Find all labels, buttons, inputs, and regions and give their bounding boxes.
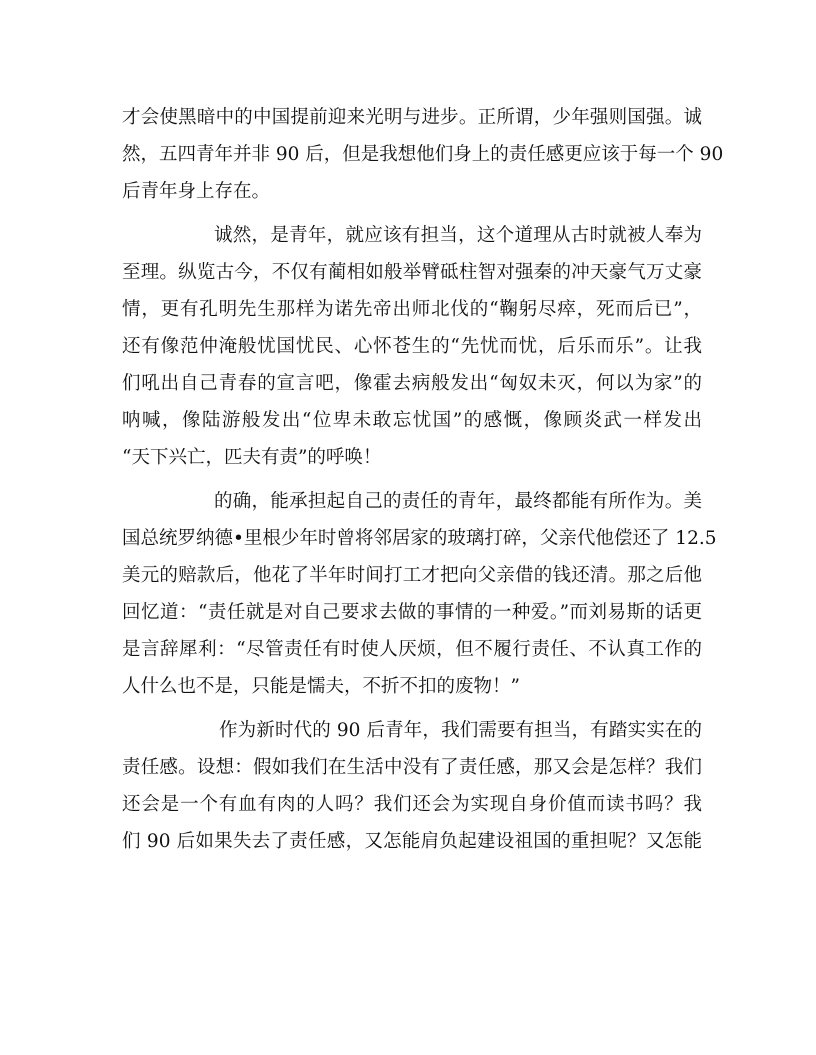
text-line: 是言辞犀利：“尽管责任有时使人厌烦，但不履行责任、不认真工作的 [122,639,702,660]
text-line: 才会使黑暗中的中国提前迎来光明与进步。正所谓，少年强则国强。诚 [122,107,702,128]
text-line: 们 90 后如果失去了责任感，又怎能肩负起建设祖国的重担呢？又怎能 [122,831,702,852]
body-text [122,99,724,860]
text-line: 还会是一个有血有肉的人吗？我们还会为实现自身价值而读书吗？我 [122,794,702,815]
text-line: 诚然，是青年，就应该有担当，这个道理从古时就被人奉为 [214,225,702,246]
text-line: 呐喊，像陆游般发出“位卑未敢忘忧国”的感慨，像顾炎武一样发出 [122,410,702,431]
paragraph-gap [122,210,702,217]
text-line: 们吼出自己青春的宣言吧，像霍去病般发出“匈奴未灭，何以为家”的 [122,373,702,394]
text-line: 责任感。设想：假如我们在生活中没有了责任感，那又会是怎样？我们 [122,757,702,778]
text-line: 然，五四青年并非 90 后，但是我想他们身上的责任感更应该于每一个 90 [122,144,724,165]
text-line: 回忆道：“责任就是对自己要求去做的事情的一种爱。”而刘易斯的话更 [122,602,702,623]
paragraph-gap [122,476,702,483]
paragraph-2 [122,217,702,476]
text-line: 人什么也不是，只能是懦夫，不折不扣的废物！” [122,676,520,697]
paragraph-gap [122,705,702,712]
text-line: 的确，能承担起自己的责任的青年，最终都能有所作为。美 [214,491,702,512]
paragraph-4 [122,712,702,860]
paragraph-1 [122,99,724,210]
paragraph-3 [122,483,717,705]
text-line: 美元的赔款后，他花了半年时间打工才把向父亲借的钱还清。那之后他 [122,565,702,586]
text-line: 至理。纵览古今，不仅有蔺相如般举臂砥柱智对强秦的冲天豪气万丈豪 [122,262,702,283]
text-line: 后青年身上存在。 [122,181,271,202]
text-line: 情，更有孔明先生那样为诺先帝出师北伐的“鞠躬尽瘁，死而后已”， [122,299,702,320]
text-line: “天下兴亡，匹夫有责”的呼唤！ [122,447,382,468]
text-line: 还有像范仲淹般忧国忧民、心怀苍生的“先忧而忧，后乐而乐”。让我 [122,336,702,357]
text-line: 国总统罗纳德•里根少年时曾将邻居家的玻璃打碎，父亲代他偿还了 12.5 [122,528,717,549]
text-line: 作为新时代的 90 后青年，我们需要有担当，有踏实实在的 [219,720,702,741]
